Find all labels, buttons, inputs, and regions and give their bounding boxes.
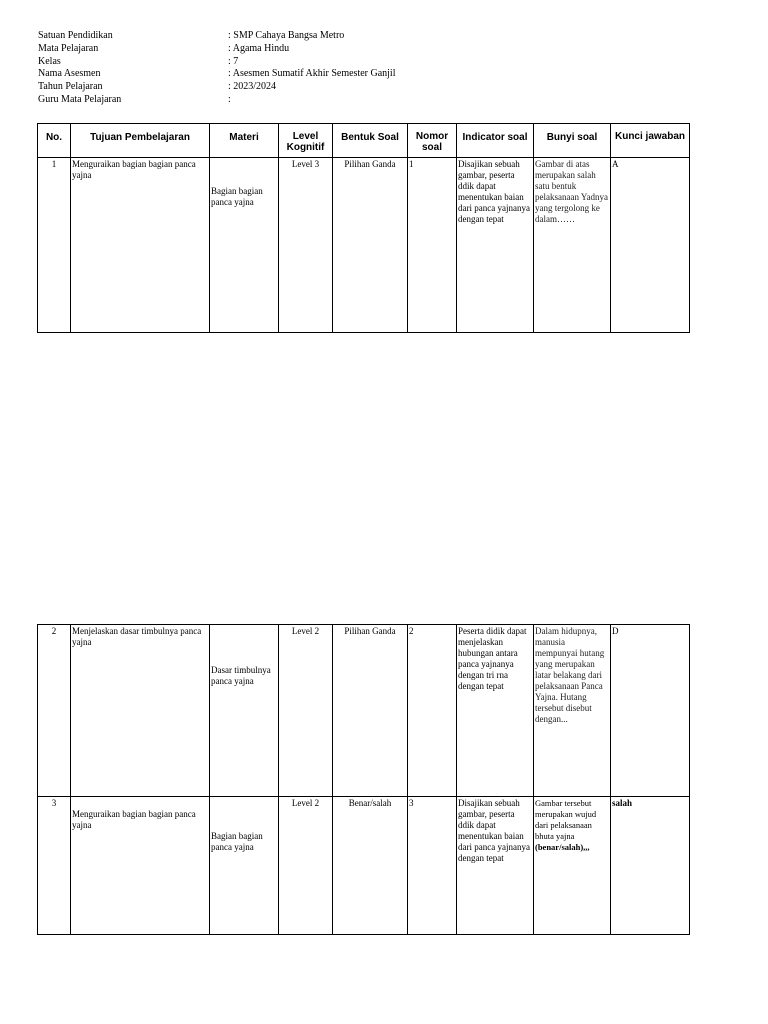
cell-bentuk: Pilihan Ganda (333, 158, 408, 333)
column-header-nomor: Nomor soal (408, 124, 457, 158)
table-row (38, 158, 690, 333)
header-value: : Asesmen Sumatif Akhir Semester Ganjil (228, 68, 396, 80)
cell-bunyi (534, 797, 611, 935)
column-header-indikator: Indicator soal (457, 124, 534, 158)
cell-indikator: Disajikan sebuah gambar, peserta ddik dapat menentukan baian dari panca yajnanya dengan tepat (457, 158, 534, 333)
header-label: Satuan Pendidikan (38, 30, 113, 41)
column-header-level: Level Kognitif (279, 124, 333, 158)
header-row-subject (38, 43, 395, 56)
cell-no: 2 (38, 625, 71, 797)
header-label: Kelas (38, 55, 61, 67)
cell-bunyi: Dalam hidupnya, manusia mempunyai hutang yang merupakan latar belakang dari pelaksanaan Panca Yajna. Hutang tersebut disebut dengan... (534, 625, 611, 797)
cell-materi: Dasar timbulnya panca yajna (210, 625, 279, 797)
kisi-kisi-table-page-2 (37, 624, 690, 935)
cell-nomor: 2 (408, 625, 457, 797)
cell-bunyi: Gambar di atas merupakan salah satu bentuk pelaksanaan Yadnya yang tergolong ke dalam…… (534, 158, 611, 333)
column-header-bunyi: Bunyi soal (534, 124, 611, 158)
cell-no: 1 (38, 158, 71, 333)
document-header (38, 30, 395, 107)
cell-level: Level 2 (279, 625, 333, 797)
cell-indikator: Disajikan sebuah gambar, peserta ddik dapat menentukan baian dari panca yajnanya dengan tepat (457, 797, 534, 935)
header-row-year (38, 81, 395, 94)
kisi-kisi-table-page-1 (37, 123, 690, 333)
column-header-kunci: Kunci jawaban (611, 124, 690, 158)
bunyi-answer-format: (benar/salah),,, (535, 842, 590, 852)
header-value: : 7 (228, 55, 239, 67)
column-header-tujuan: Tujuan Pembelajaran (71, 124, 210, 158)
cell-materi: Bagian bagian panca yajna (210, 797, 279, 935)
cell-no: 3 (38, 797, 71, 935)
header-row-school (38, 30, 395, 43)
header-value: : SMP Cahaya Bangsa Metro (228, 30, 345, 41)
header-row-class (38, 56, 395, 69)
cell-kunci: A (611, 158, 690, 333)
header-value: : 2023/2024 (228, 81, 277, 93)
header-label: Nama Asesmen (38, 68, 101, 80)
header-label: Guru Mata Pelajaran (38, 93, 122, 105)
table-row (38, 797, 690, 935)
cell-bentuk: Benar/salah (333, 797, 408, 935)
cell-materi: Bagian bagian panca yajna (210, 158, 279, 333)
cell-level: Level 3 (279, 158, 333, 333)
header-label: Tahun Pelajaran (38, 81, 103, 93)
cell-bentuk: Pilihan Ganda (333, 625, 408, 797)
bunyi-text: Gambar tersebut merupakan wujud dari pelaksanaan bhuta yajna (535, 798, 597, 841)
column-header-bentuk: Bentuk Soal (333, 124, 408, 158)
table-header-row (38, 124, 690, 158)
cell-tujuan: Menguraikan bagian bagian panca yajna (71, 158, 210, 333)
header-row-assessment (38, 68, 395, 81)
table-row (38, 625, 690, 797)
header-row-teacher (38, 94, 395, 107)
cell-kunci: salah (611, 797, 690, 935)
cell-nomor: 1 (408, 158, 457, 333)
cell-level: Level 2 (279, 797, 333, 935)
cell-tujuan: Menguraikan bagian bagian panca yajna (71, 797, 210, 935)
cell-nomor: 3 (408, 797, 457, 935)
header-value: : Agama Hindu (228, 42, 290, 54)
cell-tujuan: Menjelaskan dasar timbulnya panca yajna (71, 625, 210, 797)
header-value: : (228, 93, 231, 105)
column-header-materi: Materi (210, 124, 279, 158)
cell-indikator: Peserta didik dapat menjelaskan hubungan antara panca yajnanya dengan tri rna dengan tepat (457, 625, 534, 797)
cell-kunci: D (611, 625, 690, 797)
header-label: Mata Pelajaran (38, 42, 99, 54)
column-header-no: No. (38, 124, 71, 158)
